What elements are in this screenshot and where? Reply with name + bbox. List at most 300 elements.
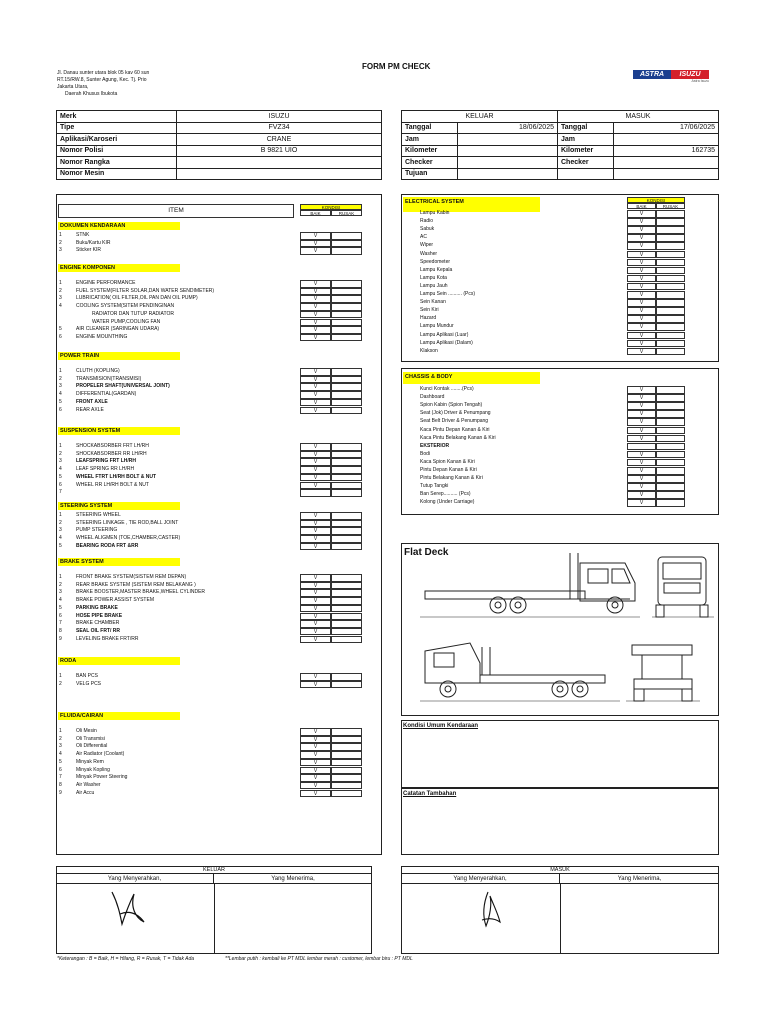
baik-checkbox[interactable]: V [300, 628, 331, 636]
chassis-item: Dashboard [420, 394, 445, 401]
baik-checkbox[interactable]: V [627, 435, 656, 443]
item-number: 9 [59, 635, 62, 642]
baik-checkbox[interactable]: V [627, 226, 656, 234]
rusak-checkbox[interactable] [331, 728, 362, 736]
rusak-checkbox[interactable] [331, 482, 362, 490]
baik-checkbox[interactable]: V [627, 283, 656, 291]
rusak-checkbox[interactable] [656, 291, 685, 299]
item-number: 2 [59, 287, 62, 294]
chassis-item: Spion Kabin (Spion Tengah) [420, 402, 483, 409]
rusak-checkbox[interactable] [331, 295, 362, 303]
masuk-giver-label: Yang Menyerahkan, [401, 874, 560, 884]
electrical-title: ELECTRICAL SYSTEM [403, 197, 540, 212]
vehicle-row [57, 168, 382, 180]
keluar-field-label: Tanggal [402, 122, 458, 134]
item-header: ITEM [58, 204, 294, 218]
item-label: FUEL SYSTEM(FILTER SOLAR,DAN WATER SENDIMETER) [76, 287, 215, 294]
rusak-checkbox[interactable] [656, 467, 685, 475]
item-label: TRANSMISION(TRANSMISI) [76, 375, 142, 382]
baik-checkbox[interactable]: V [300, 376, 331, 384]
item-label: Minyak Kopling [76, 766, 110, 773]
rusak-checkbox[interactable] [331, 319, 362, 327]
keluar-field-value[interactable]: 18/06/2025 [458, 122, 558, 134]
rusak-checkbox[interactable] [331, 535, 362, 543]
rusak-checkbox[interactable] [331, 597, 362, 605]
item-label: CLUTH (KOPLING) [76, 368, 120, 374]
rusak-checkbox[interactable] [656, 443, 685, 451]
rusak-checkbox[interactable] [331, 774, 362, 782]
baik-checkbox[interactable]: V [300, 407, 331, 415]
chassis-item: Tutup Tangki [420, 483, 449, 490]
item-label: LEAFSPRING FRT LH/RH [76, 458, 136, 465]
baik-checkbox[interactable]: V [300, 613, 331, 621]
baik-checkbox[interactable]: V [300, 383, 331, 391]
vehicle-field-value[interactable] [177, 168, 382, 180]
baik-checkbox[interactable]: V [300, 597, 331, 605]
rusak-checkbox[interactable] [656, 234, 685, 242]
item-label: Oli Transmisi [76, 735, 105, 742]
rusak-checkbox[interactable] [656, 226, 685, 234]
kondisi-umum-box[interactable] [401, 720, 719, 788]
item-label: LUBRICATION( OIL FILTER,OIL PAN DAN OIL PUMP) [76, 295, 198, 302]
rusak-checkbox[interactable] [331, 613, 362, 621]
baik-checkbox[interactable] [627, 443, 656, 451]
item-number: 3 [59, 458, 62, 465]
rusak-checkbox[interactable] [656, 275, 685, 283]
rusak-checkbox[interactable] [656, 499, 685, 507]
baik-checkbox[interactable]: V [627, 291, 656, 299]
item-number: 6 [59, 612, 62, 619]
chassis-item: EKSTERIOR [420, 442, 450, 449]
masuk-divider [560, 884, 561, 954]
movement-row [402, 168, 719, 180]
electrical-item: Radio [420, 218, 434, 225]
chassis-item: Kolong (Under Carriage) [420, 499, 475, 506]
movement-row [402, 134, 719, 146]
rusak-checkbox[interactable] [331, 240, 362, 248]
vehicle-field-value[interactable]: B 9821 UIO [177, 145, 382, 157]
rusak-checkbox[interactable] [331, 736, 362, 744]
baik-checkbox[interactable]: V [300, 482, 331, 490]
baik-checkbox[interactable]: V [300, 582, 331, 590]
keluar-field-value[interactable] [458, 157, 558, 169]
rusak-checkbox[interactable] [656, 307, 685, 315]
rusak-checkbox[interactable] [656, 451, 685, 459]
chassis-item: Kunci Kontak ........(Pcs) [420, 386, 474, 392]
keluar-signature-image [100, 884, 160, 934]
rusak-checkbox[interactable] [656, 251, 685, 259]
electrical-item: Lampu Kota [420, 274, 447, 281]
rusak-checkbox[interactable] [331, 543, 362, 551]
baik-checkbox[interactable]: V [300, 334, 331, 342]
rusak-checkbox[interactable] [656, 483, 685, 491]
item-label: SHOCKABSORBER RR LH/RH [76, 450, 147, 457]
baik-checkbox[interactable]: V [627, 323, 656, 331]
keluar-field-value[interactable] [458, 168, 558, 180]
baik-checkbox[interactable]: V [627, 410, 656, 418]
rusak-checkbox[interactable] [331, 311, 362, 319]
section-title: RODA [58, 657, 180, 665]
rusak-checkbox[interactable] [656, 315, 685, 323]
rusak-checkbox[interactable] [656, 299, 685, 307]
baik-checkbox[interactable]: V [300, 743, 331, 751]
section-title: FLUIDA/CAIRAN [58, 712, 180, 720]
baik-checkbox[interactable]: V [300, 512, 331, 520]
vehicle-field-value[interactable]: CRANE [177, 134, 382, 146]
masuk-field-value[interactable] [614, 168, 719, 180]
item-number: 2 [59, 519, 62, 526]
truck-front-view-1 [652, 557, 714, 617]
keluar-giver-label: Yang Menyerahkan, [56, 874, 214, 884]
item-label: REAR AXLE [76, 406, 104, 413]
baik-checkbox[interactable]: V [300, 543, 331, 551]
item-label: Air Washer [76, 781, 101, 788]
baik-checkbox[interactable]: V [300, 605, 331, 613]
keluar-field-label: Checker [402, 157, 458, 169]
masuk-field-value[interactable] [614, 134, 719, 146]
item-number: 3 [59, 295, 62, 302]
baik-checkbox[interactable]: V [627, 275, 656, 283]
item-number: 2 [59, 450, 62, 457]
baik-checkbox[interactable]: V [300, 535, 331, 543]
baik-checkbox[interactable]: V [300, 326, 331, 334]
electrical-item: AC [420, 234, 427, 241]
electrical-item: Lampu Kabin [420, 210, 450, 216]
baik-checkbox[interactable]: V [627, 418, 656, 426]
baik-checkbox[interactable]: V [300, 240, 331, 248]
baik-checkbox[interactable]: V [627, 259, 656, 267]
chassis-item: Bodi [420, 450, 431, 457]
rusak-checkbox[interactable] [656, 267, 685, 275]
baik-checkbox[interactable]: V [627, 475, 656, 483]
rusak-checkbox[interactable] [656, 210, 685, 218]
rusak-checkbox[interactable] [656, 459, 685, 467]
rusak-checkbox[interactable] [331, 767, 362, 775]
chassis-item: Ban Serep.......... (Pcs) [420, 491, 471, 498]
baik-checkbox[interactable]: V [627, 340, 656, 348]
baik-checkbox[interactable]: V [627, 242, 656, 250]
item-number: 2 [59, 680, 62, 687]
signature-masuk-title: MASUK [401, 866, 719, 874]
section-title: DOKUMEN KENDARAAN [58, 222, 180, 230]
baik-checkbox[interactable]: V [627, 315, 656, 323]
keluar-field-value[interactable] [458, 145, 558, 157]
rusak-checkbox[interactable] [656, 491, 685, 499]
baik-checkbox[interactable]: V [627, 451, 656, 459]
item-number: 1 [59, 574, 62, 580]
baik-checkbox[interactable]: V [300, 681, 331, 689]
item-label: HOSE PIPE BRAKE [76, 612, 123, 619]
item-number: 9 [59, 789, 62, 796]
baik-checkbox[interactable]: V [627, 332, 656, 340]
catatan-label: Catatan Tambahan [403, 791, 457, 797]
item-number: 5 [59, 604, 62, 611]
baik-checkbox[interactable]: V [300, 774, 331, 782]
rusak-checkbox[interactable] [331, 376, 362, 384]
section-title: STEERING SYSTEM [58, 502, 180, 510]
flatdeck-title: Flat Deck [404, 547, 449, 558]
item-number: 4 [59, 391, 62, 398]
baik-header-right: BAIK [627, 203, 656, 209]
baik-checkbox[interactable]: V [300, 232, 331, 240]
baik-checkbox[interactable]: V [627, 402, 656, 410]
baik-checkbox[interactable]: V [300, 303, 331, 311]
electrical-item: Lampu Sein .......... (Pcs) [420, 291, 476, 297]
masuk-field-value[interactable]: 162735 [614, 145, 719, 157]
item-label: BAN PCS [76, 673, 98, 679]
baik-checkbox[interactable]: V [300, 728, 331, 736]
rusak-checkbox[interactable] [331, 451, 362, 459]
rusak-checkbox[interactable] [331, 407, 362, 415]
item-label: Oli Differential [76, 743, 108, 750]
baik-checkbox[interactable]: V [300, 790, 331, 798]
electrical-item: Hazard [420, 315, 437, 322]
chassis-item: Kaca Pintu Depan Kanan & Kiri [420, 426, 490, 433]
baik-checkbox[interactable]: V [300, 295, 331, 303]
rusak-checkbox[interactable] [331, 574, 362, 582]
item-label: Minyak Rem [76, 758, 104, 765]
rusak-checkbox[interactable] [331, 443, 362, 451]
baik-checkbox[interactable]: V [300, 589, 331, 597]
item-label: RADIATOR DAN TUTUP RADIATOR [92, 310, 174, 317]
baik-checkbox[interactable]: V [627, 386, 656, 394]
item-label: Buku/Kartu KIR [76, 239, 111, 246]
kondisi-umum-label: Kondisi Umum Kendaraan [403, 723, 479, 729]
rusak-checkbox[interactable] [331, 334, 362, 342]
rusak-checkbox[interactable] [331, 751, 362, 759]
rusak-checkbox[interactable] [331, 628, 362, 636]
rusak-checkbox[interactable] [331, 458, 362, 466]
masuk-field-value[interactable]: 17/06/2025 [614, 122, 719, 134]
item-label: COOLING SYSTEM(SITEM PENDINGINAN [76, 303, 175, 310]
rusak-checkbox[interactable] [656, 259, 685, 267]
baik-checkbox[interactable]: V [300, 247, 331, 255]
rusak-checkbox[interactable] [656, 427, 685, 435]
baik-checkbox[interactable]: V [300, 391, 331, 399]
electrical-item: Sein Kiri [420, 307, 439, 314]
rusak-checkbox[interactable] [656, 332, 685, 340]
baik-checkbox[interactable]: V [300, 451, 331, 459]
item-label: PROPELER SHAFT(UNIVERSAL JOINT) [76, 383, 170, 390]
item-label: WHEEL RR LH/RH BOLT & NUT [76, 481, 149, 488]
baik-checkbox[interactable]: V [627, 210, 656, 218]
masuk-field-label: Jam [558, 134, 614, 146]
item-label: STEERING WHEEL [76, 512, 121, 518]
item-label: SEAL OIL FRT/ RR [76, 627, 120, 634]
rusak-checkbox[interactable] [331, 303, 362, 311]
item-label: PUMP STEERING [76, 527, 118, 534]
baik-checkbox[interactable]: V [300, 620, 331, 628]
rusak-checkbox[interactable] [331, 527, 362, 535]
baik-checkbox[interactable]: V [627, 483, 656, 491]
electrical-item: Washer [420, 250, 438, 257]
baik-checkbox[interactable]: V [300, 759, 331, 767]
rusak-checkbox[interactable] [331, 489, 362, 497]
baik-header-left: BAIK [300, 210, 331, 216]
baik-checkbox[interactable]: V [300, 767, 331, 775]
vehicle-field-label: Nomor Polisi [57, 145, 177, 157]
vehicle-field-label: Nomor Rangka [57, 157, 177, 169]
rusak-checkbox[interactable] [331, 582, 362, 590]
baik-checkbox[interactable]: V [627, 299, 656, 307]
rusak-checkbox[interactable] [331, 512, 362, 520]
item-number: 4 [59, 535, 62, 542]
rusak-checkbox[interactable] [331, 743, 362, 751]
section-title: SUSPENSION SYSTEM [58, 427, 180, 435]
rusak-checkbox[interactable] [331, 368, 362, 376]
baik-checkbox[interactable] [300, 489, 331, 497]
item-label: BRAKE POWER ASSIST SYSTEM [76, 597, 154, 604]
item-number: 4 [59, 466, 62, 473]
baik-checkbox[interactable]: V [300, 782, 331, 790]
rusak-checkbox[interactable] [656, 410, 685, 418]
item-label: FRONT AXLE [76, 398, 108, 405]
baik-checkbox[interactable]: V [300, 319, 331, 327]
rusak-checkbox[interactable] [656, 418, 685, 426]
baik-checkbox[interactable]: V [627, 394, 656, 402]
chassis-item: Seat Belt Driver & Penumpang [420, 418, 489, 425]
rusak-checkbox[interactable] [656, 218, 685, 226]
rusak-checkbox[interactable] [331, 605, 362, 613]
item-label: REAR BRAKE SYSTEM (SISTEM REM BELAKANG ) [76, 581, 196, 588]
rusak-checkbox[interactable] [331, 288, 362, 296]
rusak-checkbox[interactable] [656, 242, 685, 250]
rusak-checkbox[interactable] [331, 620, 362, 628]
masuk-field-label: Tanggal [558, 122, 614, 134]
item-number: 1 [59, 280, 62, 286]
item-label: Sticker KIR [76, 247, 102, 254]
vehicle-row [57, 122, 382, 134]
rusak-checkbox[interactable] [656, 386, 685, 394]
baik-checkbox[interactable]: V [300, 736, 331, 744]
masuk-field-value[interactable] [614, 157, 719, 169]
movement-row [402, 122, 719, 134]
baik-checkbox[interactable]: V [627, 234, 656, 242]
item-number: 5 [59, 758, 62, 765]
baik-checkbox[interactable]: V [300, 280, 331, 288]
rusak-checkbox[interactable] [656, 323, 685, 331]
keluar-receiver-label: Yang Menerima, [214, 874, 372, 884]
baik-checkbox[interactable]: V [300, 636, 331, 644]
rusak-header-right: RUSAK [656, 203, 685, 209]
rusak-checkbox[interactable] [331, 759, 362, 767]
rusak-checkbox[interactable] [331, 782, 362, 790]
baik-checkbox[interactable]: V [627, 348, 656, 356]
rusak-checkbox[interactable] [331, 466, 362, 474]
kondisi-header-left: KONDISI [300, 204, 362, 210]
item-number: 7 [59, 620, 62, 627]
baik-checkbox[interactable]: V [300, 458, 331, 466]
baik-checkbox[interactable]: V [627, 459, 656, 467]
rusak-checkbox[interactable] [656, 394, 685, 402]
baik-checkbox[interactable]: V [627, 307, 656, 315]
baik-checkbox[interactable]: V [300, 574, 331, 582]
baik-checkbox[interactable]: V [300, 527, 331, 535]
keluar-field-value[interactable] [458, 134, 558, 146]
item-number: 3 [59, 589, 62, 596]
rusak-checkbox[interactable] [656, 340, 685, 348]
rusak-checkbox[interactable] [656, 348, 685, 356]
rusak-checkbox[interactable] [331, 474, 362, 482]
rusak-checkbox[interactable] [331, 681, 362, 689]
keluar-field-label: Kilometer [402, 145, 458, 157]
baik-checkbox[interactable]: V [300, 399, 331, 407]
signature-keluar-title: KELUAR [56, 866, 372, 874]
company-address: Jl. Danau sunter utara blok 05 kav 60 sun RT.15/RW.8, Sunter Agung, Kec. Tj. Prio Jakarta Utara, Daerah Khusus Ibukota [57, 70, 150, 97]
rusak-checkbox[interactable] [331, 247, 362, 255]
vehicle-field-value[interactable]: FVZ34 [177, 122, 382, 134]
item-label: WATER PUMP,COOLING FAN [92, 318, 161, 325]
item-number: 1 [59, 443, 62, 449]
rusak-checkbox[interactable] [331, 383, 362, 391]
rusak-checkbox[interactable] [331, 399, 362, 407]
rusak-checkbox[interactable] [331, 326, 362, 334]
masuk-field-label: Kilometer [558, 145, 614, 157]
rusak-checkbox[interactable] [656, 283, 685, 291]
baik-checkbox[interactable]: V [627, 251, 656, 259]
item-number: 1 [59, 512, 62, 518]
baik-checkbox[interactable]: V [300, 368, 331, 376]
baik-checkbox[interactable]: V [627, 499, 656, 507]
baik-checkbox[interactable]: V [300, 751, 331, 759]
rusak-checkbox[interactable] [331, 790, 362, 798]
item-label: WHEEL ALIGMEN (TOE,CHAMBER,CASTER) [76, 535, 181, 542]
baik-checkbox[interactable]: V [300, 288, 331, 296]
baik-checkbox[interactable]: V [627, 467, 656, 475]
rusak-checkbox[interactable] [656, 435, 685, 443]
electrical-item: Lampu Mundur [420, 323, 454, 330]
baik-checkbox[interactable]: V [300, 520, 331, 528]
chassis-title: CHASSIS & BODY [403, 372, 540, 384]
rusak-checkbox[interactable] [656, 402, 685, 410]
item-number: 6 [59, 766, 62, 773]
vehicle-field-label: Tipe [57, 122, 177, 134]
baik-checkbox[interactable]: V [627, 218, 656, 226]
rusak-checkbox[interactable] [331, 673, 362, 681]
item-label: PARKING BRAKE [76, 604, 118, 611]
item-number: 2 [59, 239, 62, 246]
rusak-checkbox[interactable] [331, 520, 362, 528]
movement-row [402, 145, 719, 157]
item-number: 3 [59, 743, 62, 750]
item-number: 8 [59, 781, 62, 788]
baik-checkbox[interactable]: V [300, 474, 331, 482]
catatan-box[interactable] [401, 788, 719, 855]
baik-checkbox[interactable]: V [300, 443, 331, 451]
baik-checkbox[interactable]: V [627, 491, 656, 499]
rusak-checkbox[interactable] [331, 232, 362, 240]
baik-checkbox[interactable]: V [627, 267, 656, 275]
item-number: 7 [59, 774, 62, 781]
vehicle-field-value[interactable]: ISUZU [177, 111, 382, 123]
item-number: 8 [59, 627, 62, 634]
baik-checkbox[interactable]: V [300, 673, 331, 681]
rusak-checkbox[interactable] [331, 636, 362, 644]
baik-checkbox[interactable]: V [300, 311, 331, 319]
vehicle-field-value[interactable] [177, 157, 382, 169]
baik-checkbox[interactable]: V [627, 427, 656, 435]
rusak-checkbox[interactable] [331, 391, 362, 399]
astra-isuzu-logo: ASTRA ISUZU Astra Isuzu [633, 70, 709, 86]
baik-checkbox[interactable]: V [300, 466, 331, 474]
rusak-checkbox[interactable] [656, 475, 685, 483]
rusak-checkbox[interactable] [331, 280, 362, 288]
footer-copies: **Lembar putih : kembali ke PT MDL lembar merah : customer, lembar biru : PT MDL [225, 956, 413, 962]
item-number: 2 [59, 581, 62, 588]
masuk-field-label [558, 168, 614, 180]
item-label: STNK [76, 232, 90, 238]
rusak-checkbox[interactable] [331, 589, 362, 597]
